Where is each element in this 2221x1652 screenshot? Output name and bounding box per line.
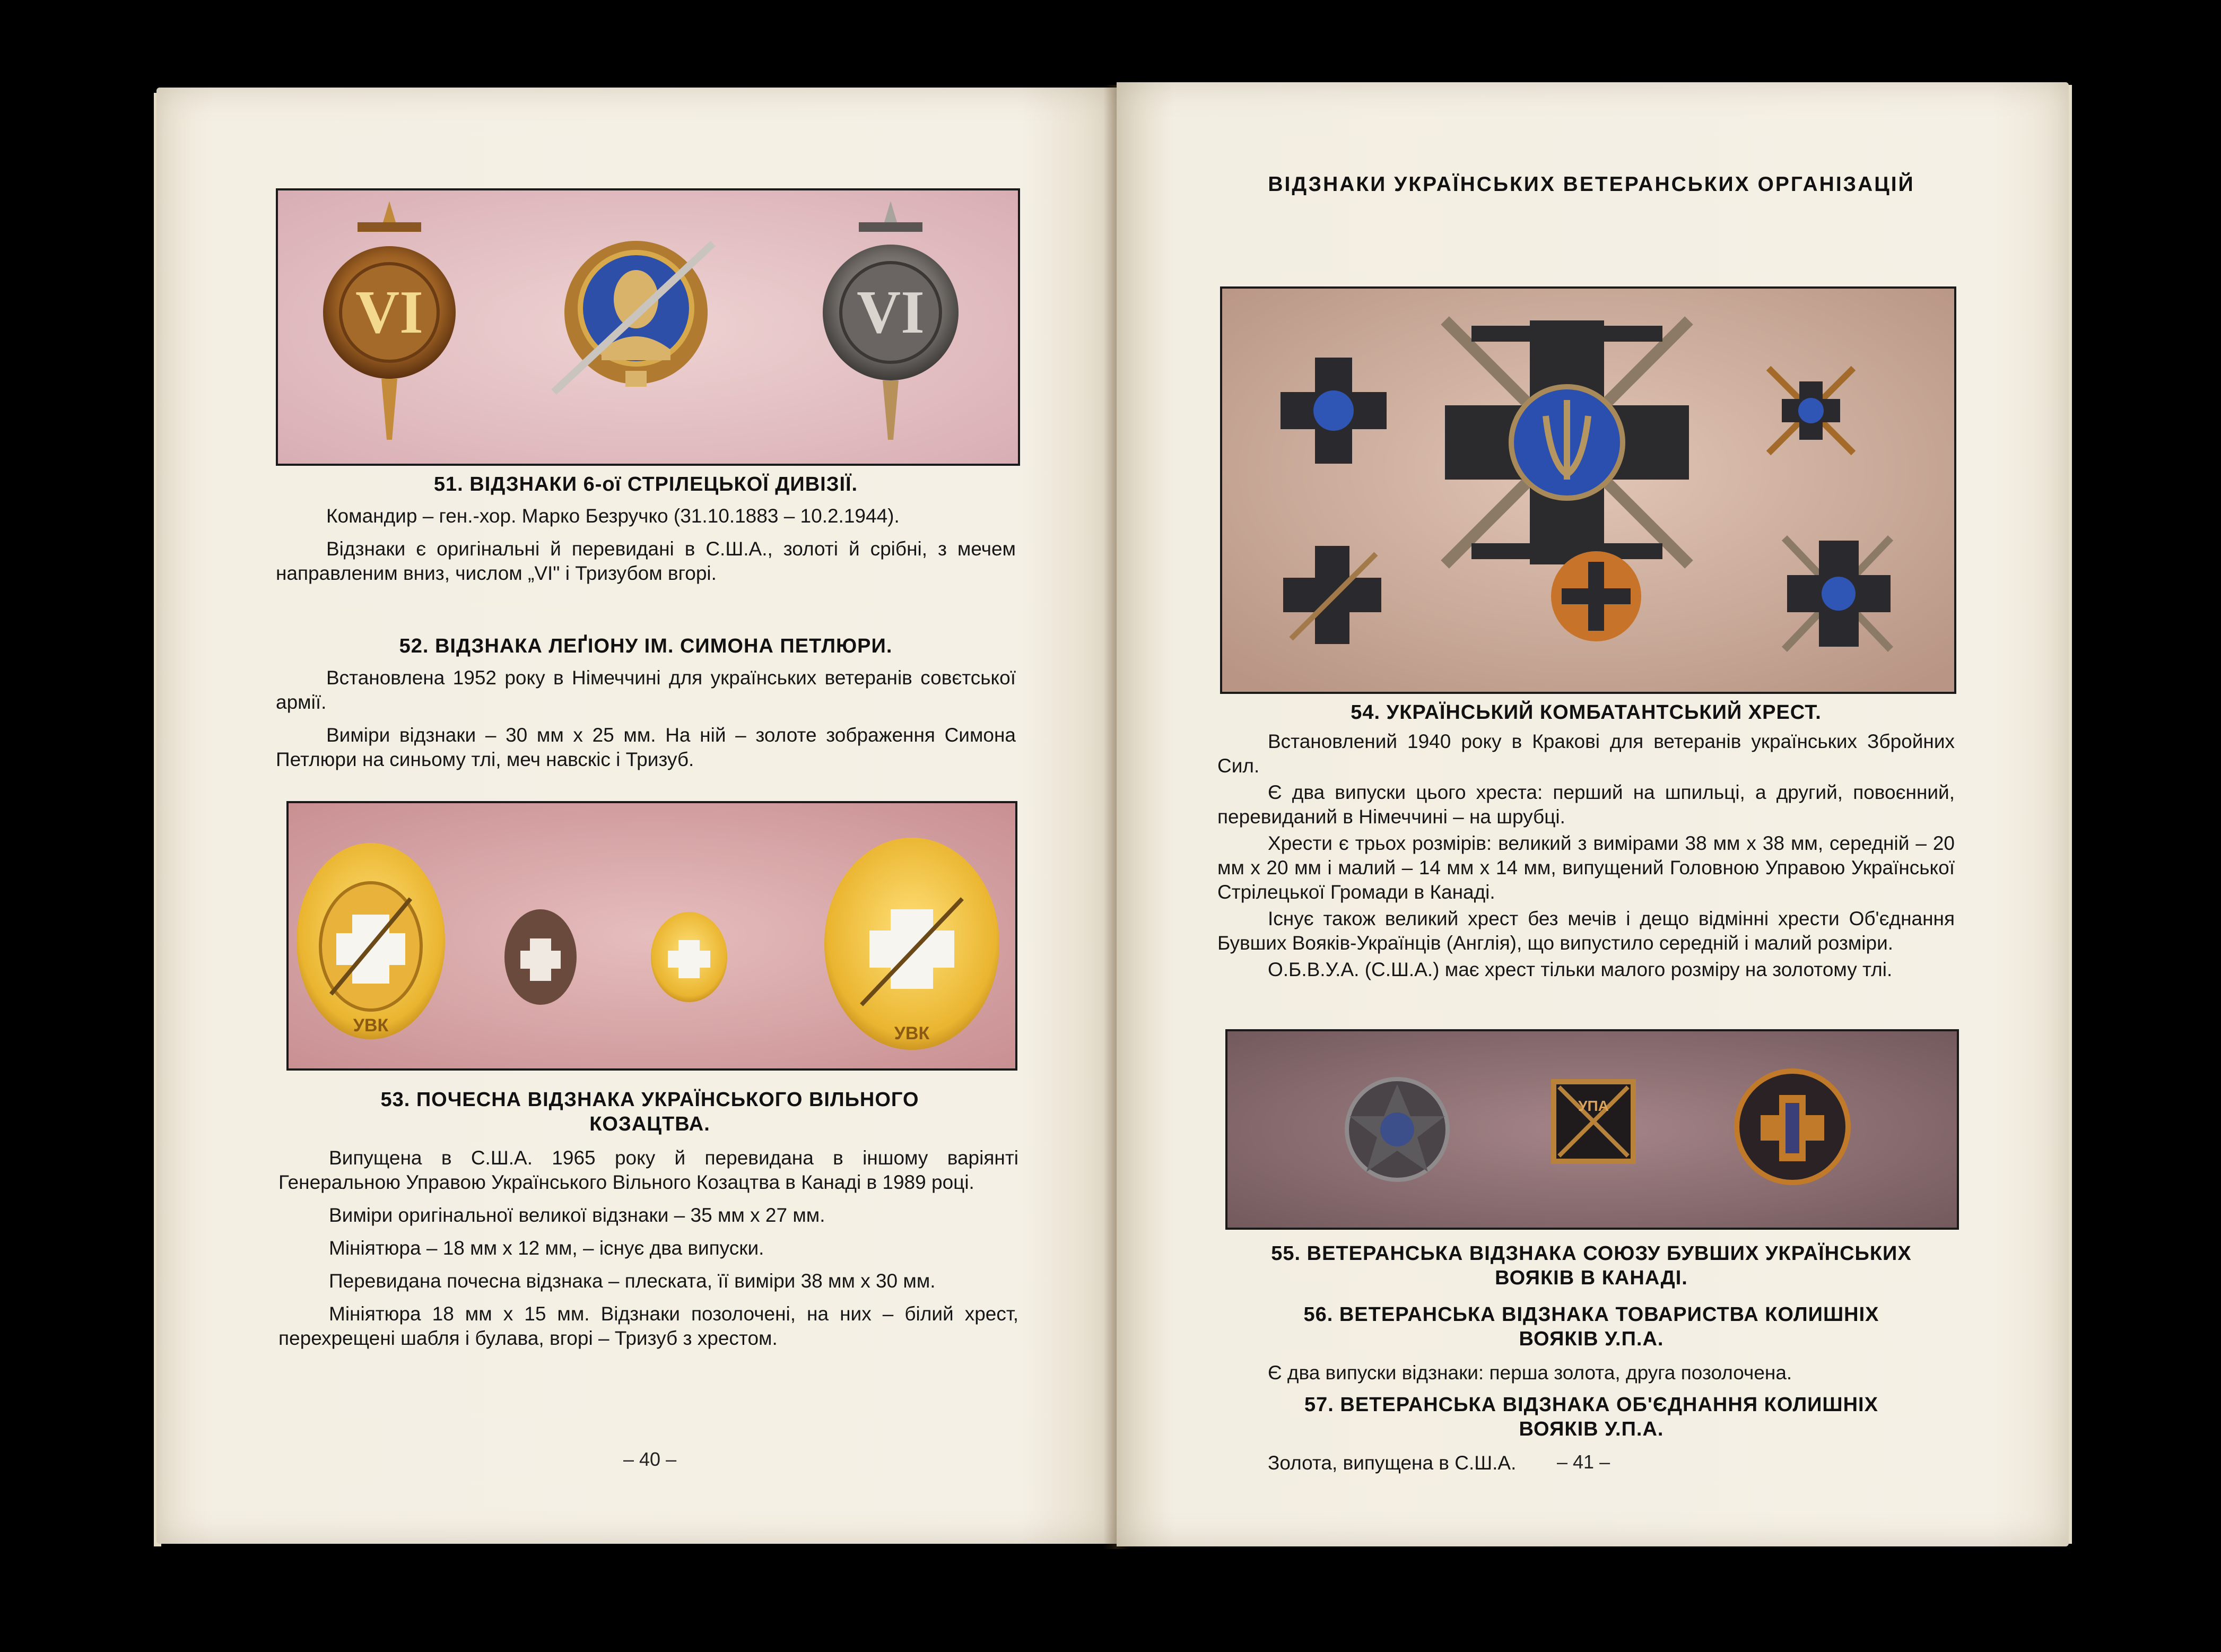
left-page — [156, 88, 1117, 1544]
para-54c: Хрести є трьох розмірів: великий з вимірами 38 мм х 38 мм, середній – 20 мм х 20 мм і малий – 14 мм х 14 мм, випущений Головною Управою Української Стрілецької Громади в Канаді. — [1217, 832, 1955, 903]
cossack-badge-large-2 — [824, 838, 999, 1050]
badge-letters-1: УВК — [353, 1015, 389, 1036]
veteran-star-badge — [1347, 1079, 1448, 1180]
section-53-text — [278, 1146, 1018, 1359]
heading-53: 53. ПОЧЕСНА ВІДЗНАКА УКРАЇНСЬКОГО ВІЛЬНОГО КОЗАЦТВА. — [380, 1089, 919, 1135]
heading-52: 52. ВІДЗНАКА ЛЕҐІОНУ ІМ. СИМОНА ПЕТЛЮРИ. — [399, 635, 893, 657]
para-53a: Випущена в С.Ш.А. 1965 року й перевидана в іншому варіянті Генеральною Управою Українського Вільного Козацтва в Канаді в 1989 році. — [278, 1147, 1018, 1193]
silver-badge-numeral: VI — [857, 279, 925, 346]
photo-veteran-badges — [1225, 1029, 1959, 1230]
cossack-badge-dark-mini — [504, 909, 577, 1005]
section-56-text — [1217, 1361, 1955, 1394]
gold-badge-numeral: VI — [355, 279, 423, 346]
section-54-text — [1217, 729, 1955, 984]
cross-large-center — [1445, 320, 1689, 564]
para-53c: Мініятюра – 18 мм х 12 мм, – існує два випуски. — [329, 1237, 764, 1259]
para-53e: Мініятюра 18 мм х 15 мм. Відзнаки позолочені, на них – білий хрест, перехрещені шабля і булава, вгорі – Тризуб з хрестом. — [278, 1303, 1018, 1349]
photo-veteran-badges-svg — [1227, 1031, 1957, 1228]
section-52-text — [276, 666, 1016, 780]
page-number-right: – 41 – — [1557, 1451, 1610, 1473]
para-53b: Виміри оригінальної великої відзнаки – 35 мм х 27 мм. — [329, 1204, 825, 1226]
heading-54: 54. УКРАЇНСЬКИЙ КОМБАТАНТСЬКИЙ ХРЕСТ. — [1351, 701, 1822, 724]
para-54a: Встановлений 1940 року в Кракові для ветеранів українських Збройних Сил. — [1217, 731, 1955, 777]
section-title: ВІДЗНАКИ УКРАЇНСЬКИХ ВЕТЕРАНСЬКИХ ОРГАНІЗАЦІЙ — [1268, 173, 1915, 196]
heading-51: 51. ВІДЗНАКИ 6-ої СТРІЛЕЦЬКОЇ ДИВІЗІЇ. — [433, 473, 858, 495]
section-51-text — [276, 504, 1016, 594]
para-52a: Встановлена 1952 року в Німеччині для українських ветеранів совєтської армії. — [276, 667, 1016, 713]
para-52b: Виміри відзнаки – 30 мм х 25 мм. На ній – золоте зображення Симона Петлюри на синьому тлі, меч навскіс і Тризуб. — [276, 724, 1016, 770]
upa-badge-letters: УПА — [1578, 1098, 1609, 1114]
upa-round-badge — [1737, 1071, 1848, 1183]
right-page — [1117, 82, 2069, 1546]
heading-56: 56. ВЕТЕРАНСЬКА ВІДЗНАКА ТОВАРИСТВА КОЛИШНІХ ВОЯКІВ У.П.А. — [1303, 1303, 1879, 1350]
para-51b: Відзнаки є оригінальні й перевидані в С.Ш.А., золоті й срібні, з мечем направленим вниз, числом „VI" і Тризубом вгорі. — [276, 538, 1016, 584]
photo-cossack-badges — [286, 801, 1017, 1071]
para-56: Є два випуски відзнаки: перша золота, друга позолочена. — [1268, 1362, 1792, 1384]
cross-bottom-gold-circle — [1551, 551, 1641, 641]
photo-6th-division-svg — [278, 190, 1018, 464]
heading-55: 55. ВЕТЕРАНСЬКА ВІДЗНАКА СОЮЗУ БУВШИХ УКРАЇНСЬКИХ ВОЯКІВ В КАНАДІ. — [1271, 1242, 1912, 1289]
photo-combatant-crosses-svg — [1222, 289, 1954, 692]
para-54e: О.Б.В.У.А. (С.Ш.А.) має хрест тільки малого розміру на золотому тлі. — [1268, 959, 1893, 980]
para-51a: Командир – ген.-хор. Марко Безручко (31.10.1883 – 10.2.1944). — [326, 505, 900, 527]
para-54b: Є два випуски цього хреста: перший на шпильці, а другий, повоєнний, перевиданий в Німеччині – на шрубці. — [1217, 781, 1955, 828]
para-53d: Перевидана почесна відзнака – плескатa, її виміри 38 мм х 30 мм. — [329, 1270, 936, 1292]
heading-57: 57. ВЕТЕРАНСЬКА ВІДЗНАКА ОБ'ЄДНАННЯ КОЛИШНІХ ВОЯКІВ У.П.А. — [1304, 1394, 1878, 1440]
para-57: Золота, випущена в С.Ш.А. — [1268, 1452, 1517, 1474]
photo-combatant-crosses — [1220, 286, 1956, 694]
cossack-badge-large-1 — [297, 843, 445, 1039]
photo-cossack-badges-svg — [289, 803, 1015, 1068]
para-54d: Існує також великий хрест без мечів і дещо відмінні хрести Об'єднання Бувших Вояків-Українців (Англія), що випустило середній і малий розміри. — [1217, 908, 1955, 954]
photo-6th-division-badges — [276, 188, 1020, 466]
cross-bottom-right — [1784, 538, 1891, 649]
upa-square-badge — [1554, 1082, 1633, 1161]
cossack-badge-gold-mini — [651, 912, 727, 1002]
page-number-left: – 40 – — [623, 1448, 677, 1470]
badge-letters-2: УВК — [894, 1023, 930, 1044]
